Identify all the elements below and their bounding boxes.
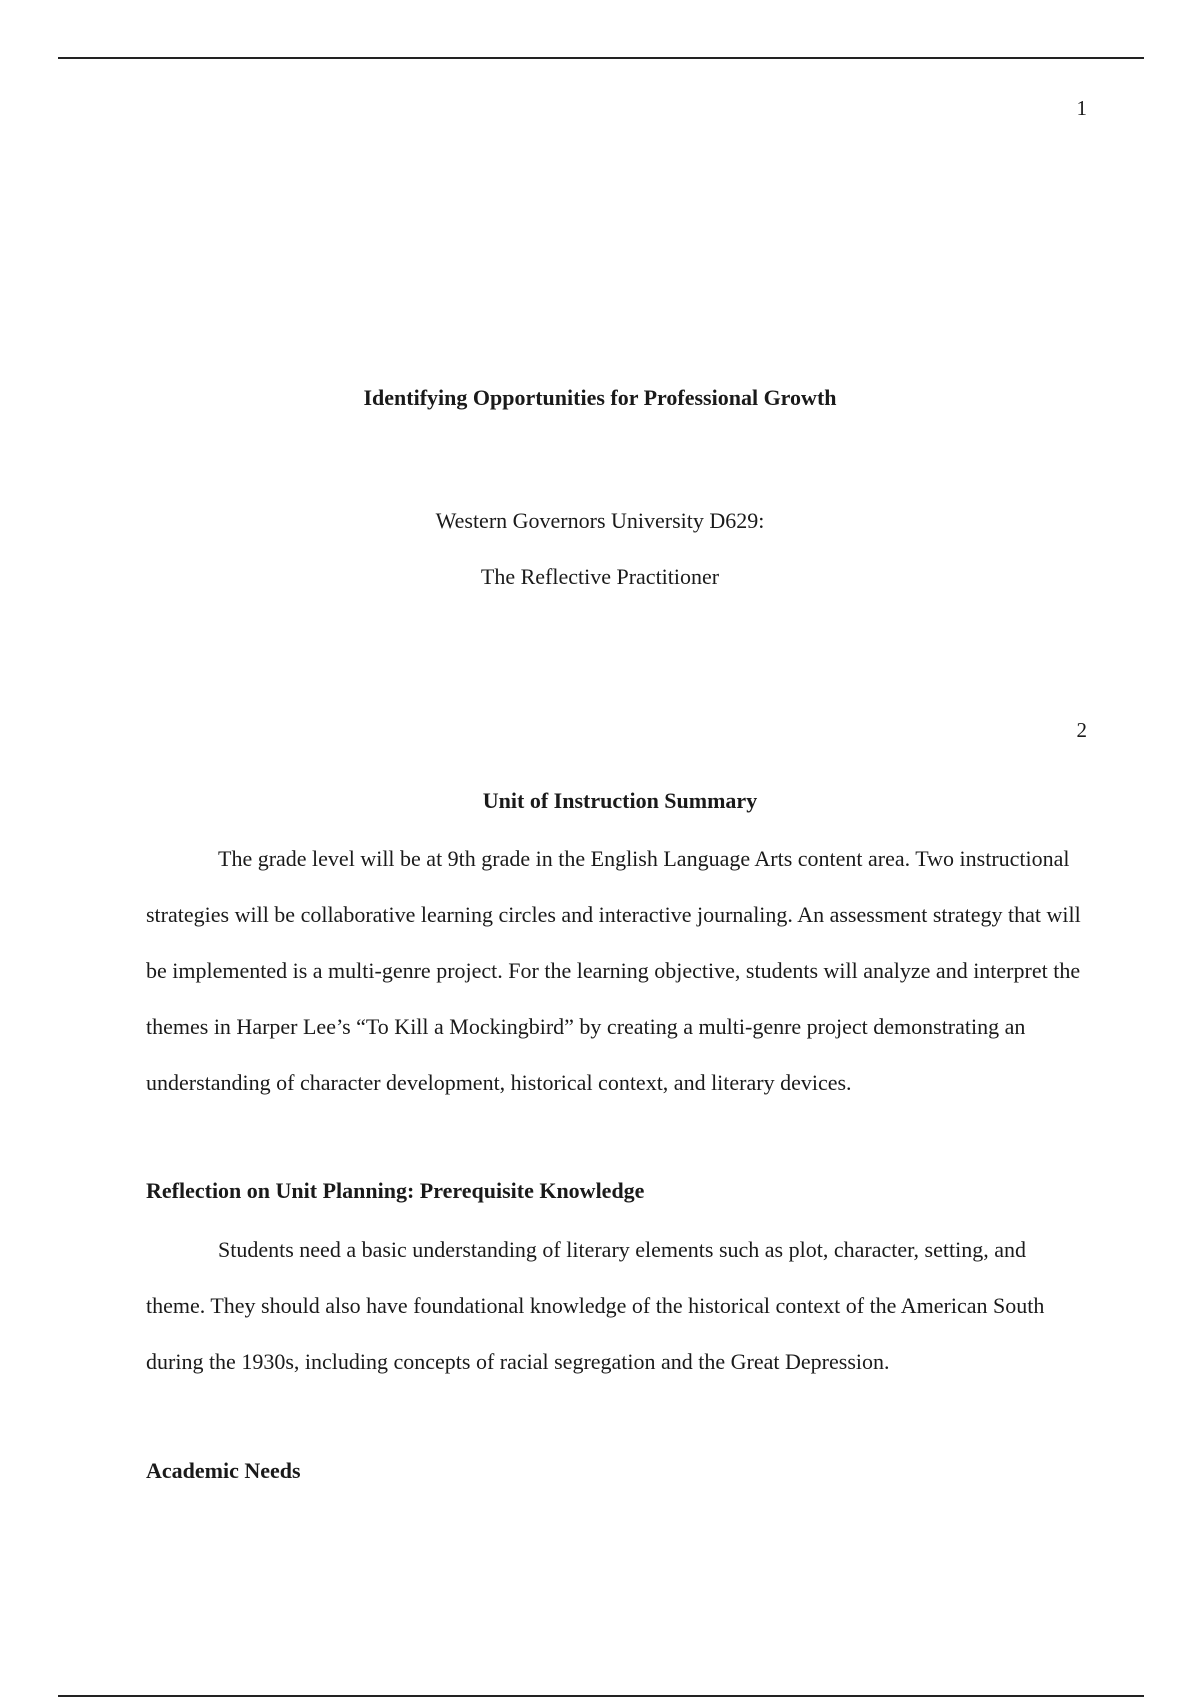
heading-academic-needs: Academic Needs	[146, 1458, 301, 1483]
page-bottom-rule	[58, 1695, 1144, 1697]
prerequisite-paragraph: Students need a basic understanding of literary elements such as plot, character, setting, and theme. They should also have foundational knowledge of the historical context of the American South during the 1930s, including concepts of racial segregation and the Great Depression.	[146, 1237, 1045, 1374]
page-number-2: 2	[1076, 718, 1087, 742]
page-number-1: 1	[1076, 96, 1087, 120]
prerequisite-paragraph-block	[146, 1222, 1086, 1390]
course-line: Western Governors University D629:	[435, 508, 765, 533]
unit-summary-paragraph-block	[146, 831, 1086, 1111]
page-top-rule	[58, 57, 1144, 59]
section-heading-unit-summary: Unit of Instruction Summary	[482, 788, 758, 813]
document-title: Identifying Opportunities for Professional Growth	[363, 385, 837, 410]
unit-summary-paragraph: The grade level will be at 9th grade in the English Language Arts content area. Two instructional strategies will be collaborative learning circles and interactive journaling. An assessment strategy that will be implemented is a multi-genre project. For the learning objective, students will analyze and interpret the themes in Harper Lee’s “To Kill a Mockingbird” by creating a multi-genre project demonstrating an understanding of character development, historical context, and literary devices.	[146, 846, 1081, 1095]
heading-prerequisite-knowledge: Reflection on Unit Planning: Prerequisite Knowledge	[146, 1178, 645, 1203]
course-title-line: The Reflective Practitioner	[480, 564, 720, 589]
